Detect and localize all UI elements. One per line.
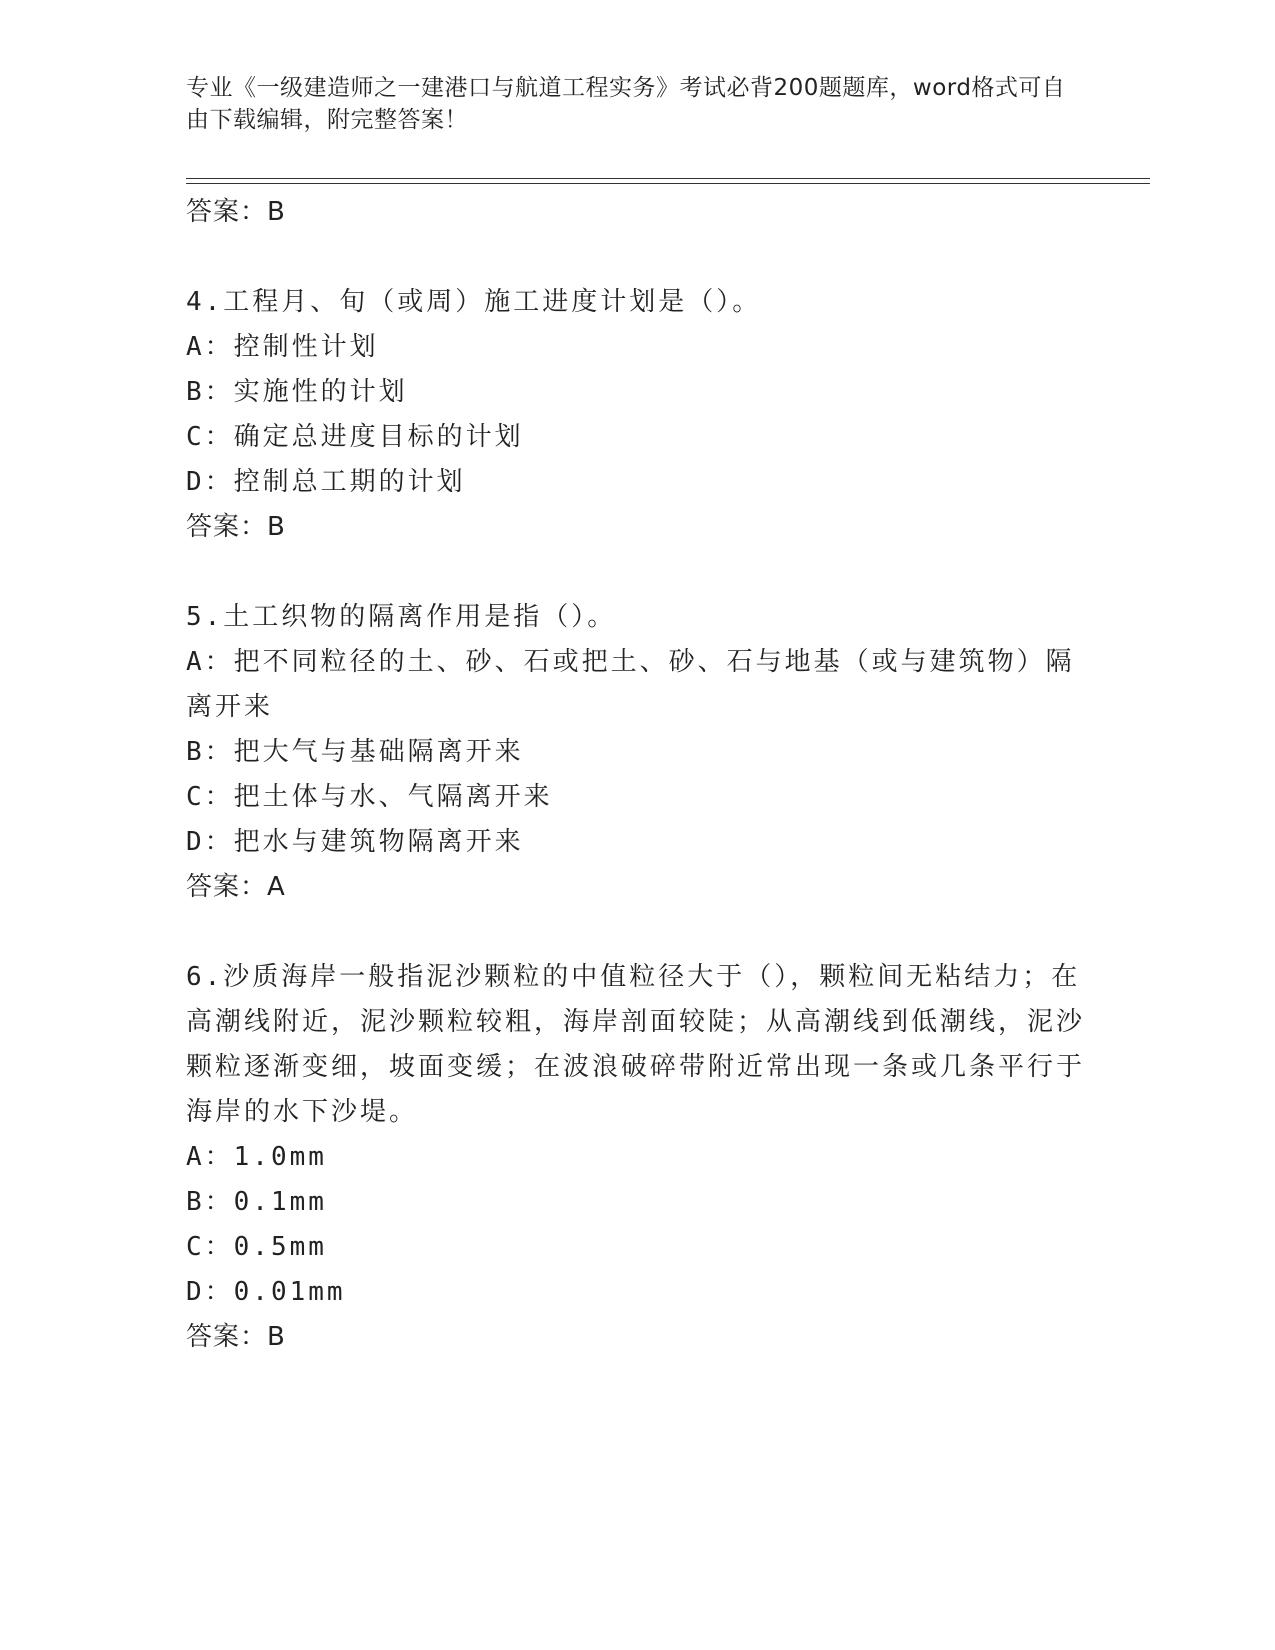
question-6 xyxy=(186,955,1086,1360)
header-divider-bottom xyxy=(186,183,1150,184)
option-c: C：确定总进度目标的计划 xyxy=(186,422,524,452)
answer-line: 答案：B xyxy=(186,512,286,542)
question-stem: 4.工程月、旬（或周）施工进度计划是（）。 xyxy=(186,287,762,317)
answer-line: 答案：A xyxy=(186,872,286,902)
question-5 xyxy=(186,595,1086,910)
document-header xyxy=(186,72,1066,136)
option-a: A：1.0mm xyxy=(186,1142,327,1172)
option-c: C：0.5mm xyxy=(186,1232,327,1262)
header-divider-top xyxy=(186,178,1150,179)
option-b: B：0.1mm xyxy=(186,1187,327,1217)
question-stem: 5.土工织物的隔离作用是指（）。 xyxy=(186,602,617,632)
option-c: C：把土体与水、气隔离开来 xyxy=(186,782,553,812)
header-text: 专业《一级建造师之一建港口与航道工程实务》考试必背200题题库，word格式可自由下载编辑，附完整答案！ xyxy=(186,75,1066,133)
question-4 xyxy=(186,280,1086,550)
option-a: A：把不同粒径的土、砂、石或把土、砂、石与地基（或与建筑物）隔离开来 xyxy=(186,647,1075,722)
option-b: B：把大气与基础隔离开来 xyxy=(186,737,524,767)
option-b: B：实施性的计划 xyxy=(186,377,408,407)
option-d: D：0.01mm xyxy=(186,1277,346,1307)
option-d: D：把水与建筑物隔离开来 xyxy=(186,827,524,857)
option-a: A：控制性计划 xyxy=(186,332,379,362)
question-list xyxy=(186,190,1086,1360)
answer-line: 答案：B xyxy=(186,1322,286,1352)
option-d: D：控制总工期的计划 xyxy=(186,467,466,497)
answer-line: 答案：B xyxy=(186,197,286,227)
question-stem: 6.沙质海岸一般指泥沙颗粒的中值粒径大于（），颗粒间无粘结力；在高潮线附近，泥沙颗粒较粗，海岸剖面较陡；从高潮线到低潮线，泥沙颗粒逐渐变细，坡面变缓；在波浪破碎带附近常出现一条或几条平行于海岸的水下沙堤。 xyxy=(186,962,1086,1127)
